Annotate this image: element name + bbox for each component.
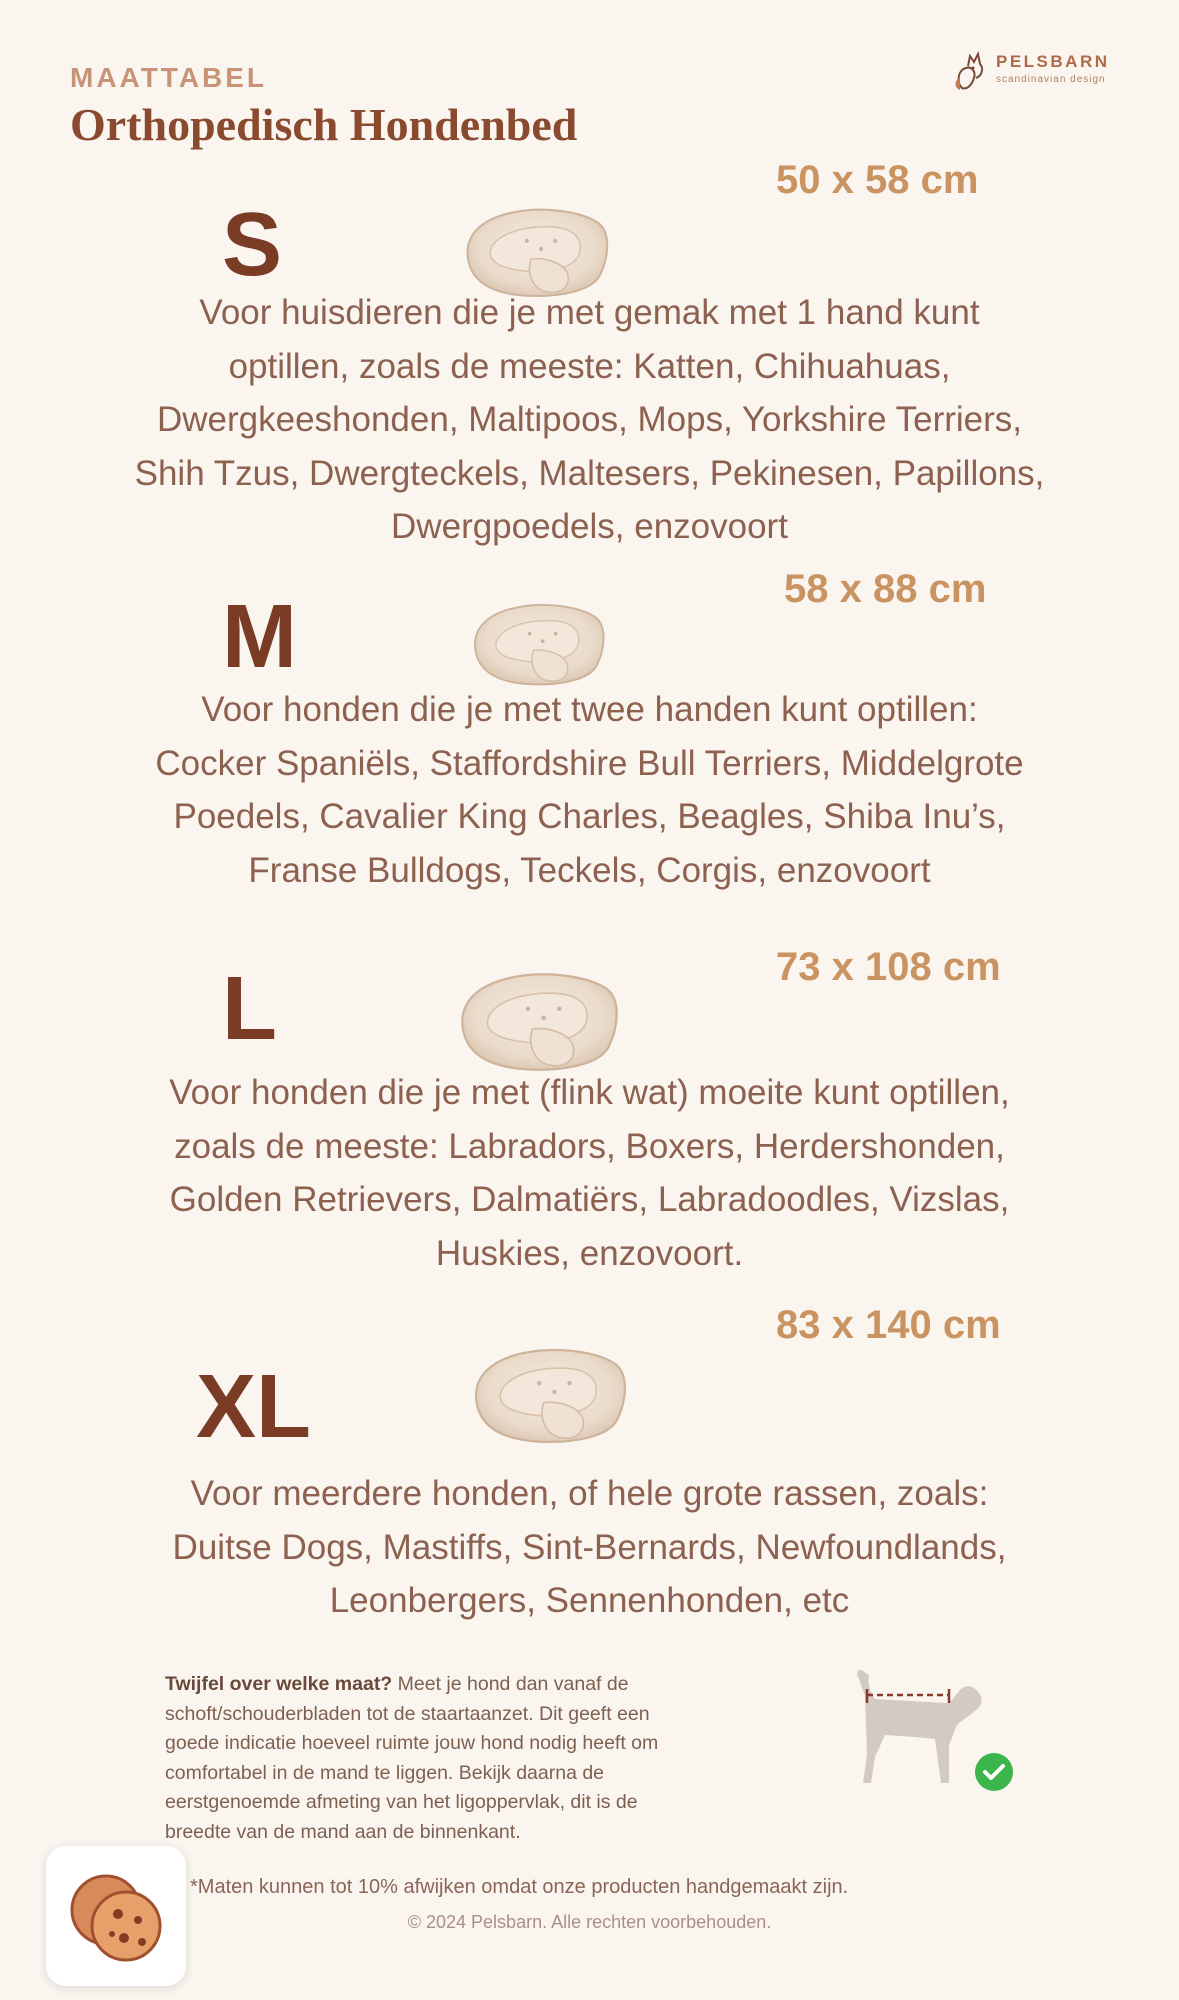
copyright: © 2024 Pelsbarn. Alle rechten voorbehouden. [407, 1912, 772, 1932]
desc-line: Cocker Spaniëls, Staffordshire Bull Terriers, Middelgrote [155, 743, 1024, 783]
desc-line: Huskies, enzovoort. [435, 1233, 744, 1273]
size-m-letter: M [222, 587, 297, 687]
cookie-settings-button[interactable] [46, 1846, 186, 1986]
desc-line: Franse Bulldogs, Teckels, Corgis, enzovoort [248, 850, 931, 890]
advice-line: eerstgenoemde afmeting van het ligoppervlak, dit is de [165, 1791, 638, 1813]
size-m-dimensions: 58 x 88 cm [784, 567, 987, 611]
check-icon [975, 1753, 1013, 1791]
desc-line: optillen, zoals de meeste: Katten, Chihuahuas, [228, 346, 951, 386]
brand-logo[interactable] [948, 48, 1128, 94]
page-subtitle: MAATTABEL [70, 62, 268, 93]
cat-dog-logo-icon [948, 48, 992, 94]
brand-tagline: scandinavian design [996, 74, 1106, 85]
cookie-icon [46, 1846, 186, 1986]
advice-line: Meet je hond dan vanaf de [392, 1673, 629, 1695]
page-title: Orthopedisch Hondenbed [70, 99, 578, 150]
advice-line: goede indicatie hoeveel ruimte jouw hond nodig heeft om [165, 1732, 659, 1754]
desc-line: Duitse Dogs, Mastiffs, Sint-Bernards, Newfoundlands, [172, 1527, 1007, 1567]
desc-line: Dwergpoedels, enzovoort [391, 507, 788, 546]
desc-line: Voor meerdere honden, of hele grote rassen, zoals: [190, 1474, 989, 1513]
size-s-dimensions: 50 x 58 cm [776, 158, 979, 202]
size-l-letter: L [222, 959, 277, 1059]
dog-bed-l-image [454, 964, 622, 1076]
size-l-description [40, 1066, 1139, 1280]
desc-line: Leonbergers, Sennenhonden, etc [329, 1581, 850, 1620]
desc-line: Poedels, Cavalier King Charles, Beagles, Shiba Inu’s, [173, 797, 1006, 836]
dog-bed-m-image [468, 596, 608, 690]
desc-line: Voor huisdieren die je met gemak met 1 hand kunt [199, 293, 980, 332]
dog-measure-icon [845, 1665, 990, 1790]
size-m-description [40, 683, 1139, 897]
advice-line: comfortabel in de mand te liggen. Bekijk daarna de [165, 1761, 605, 1784]
size-xl-dimensions: 83 x 140 cm [776, 1303, 1001, 1347]
desc-line: Shih Tzus, Dwergteckels, Maltesers, Pekinesen, Papillons, [134, 453, 1045, 493]
handmade-note: *Maten kunnen tot 10% afwijken omdat onze producten handgemaakt zijn. [190, 1876, 849, 1898]
desc-line: Voor honden die je met (flink wat) moeite kunt optillen, [169, 1073, 1010, 1112]
size-s-letter: S [222, 195, 283, 295]
size-xl-letter: XL [196, 1357, 312, 1457]
size-advice-text [165, 1670, 805, 1847]
size-l-dimensions: 73 x 108 cm [776, 945, 1001, 989]
advice-heading: Twijfel over welke maat? [165, 1673, 393, 1695]
advice-line: breedte van de mand aan de binnenkant. [165, 1820, 521, 1843]
dog-bed-xl-image [468, 1340, 630, 1448]
desc-line: Golden Retrievers, Dalmatiërs, Labradoodles, Vizslas, [169, 1180, 1010, 1219]
desc-line: Voor honden die je met twee handen kunt optillen: [201, 690, 978, 729]
size-s-description [40, 286, 1139, 554]
desc-line: zoals de meeste: Labradors, Boxers, Herdershonden, [174, 1126, 1005, 1166]
size-xl-description [40, 1467, 1139, 1628]
brand-name: PELSBARN [996, 52, 1110, 71]
advice-line: schoft/schouderbladen tot de staartaanzet. Dit geeft een [165, 1702, 650, 1725]
desc-line: Dwergkeeshonden, Maltipoos, Mops, Yorkshire Terriers, [156, 400, 1023, 439]
